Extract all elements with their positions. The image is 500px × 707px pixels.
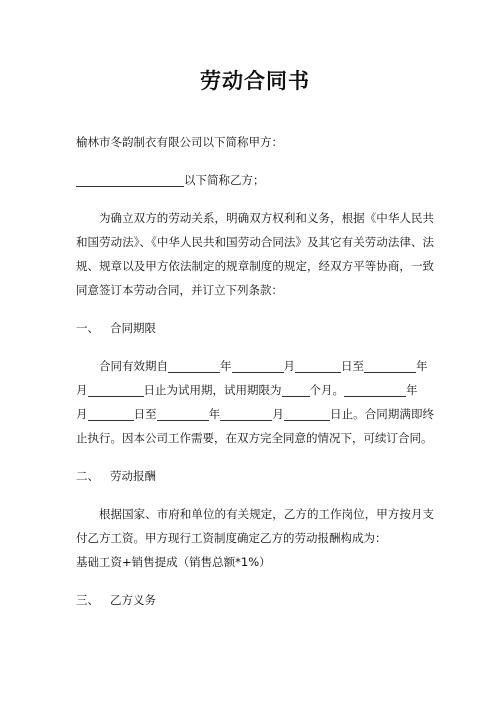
document-title: 劳动合同书 (200, 69, 310, 93)
year-label: 年 (416, 359, 428, 373)
probation-label: 日止为试用期，试用期限为 (143, 383, 282, 397)
section-number: 三、 (76, 593, 99, 607)
term-line-3 (76, 402, 434, 450)
pay-paragraph: 根据国家、市府和单位的有关规定，乙方的工作岗位，甲方按月支付乙方工资。甲方现行工资制度确定乙方的劳动报酬构成为： (76, 507, 434, 545)
party-a-line: 榆林市冬韵制衣有限公司以下简称甲方： (76, 135, 283, 149)
section-number: 一、 (76, 321, 99, 335)
term-line-2 (76, 378, 434, 402)
contract-end-year-blank[interactable] (344, 382, 406, 397)
month-label: 月 (76, 407, 88, 421)
section-number: 二、 (76, 469, 99, 483)
term-end-text: 日止。合同期满即终止执行。因本公司工作需要，在双方完全同意的情况下，可续订合同。 (76, 407, 435, 445)
month-label: 月 (76, 383, 88, 397)
months-label: 个月。 (309, 383, 344, 397)
contract-final-day-blank[interactable] (284, 406, 330, 421)
probation-end-year-blank[interactable] (364, 358, 416, 373)
probation-end-month-blank[interactable] (88, 382, 144, 397)
day-to-label: 日至 (341, 359, 364, 373)
preamble-paragraph: 为确立双方的劳动关系，明确双方权利和义务，根据《中华人民共和国劳动法》、《中华人民共和国劳动合同法》及其它有关劳动法律、法规、规章以及甲方依法制定的规章制度的规定，经双方平等协商，一致同意签订本劳动合同，并订立下列条款： (76, 211, 434, 297)
section-title: 劳动报酬 (110, 469, 156, 483)
start-month-blank[interactable] (232, 358, 284, 373)
section-title: 合同期限 (110, 321, 156, 335)
party-b-suffix: 以下简称乙方； (184, 173, 265, 187)
pay-formula: 基础工资+销售提成（销售总额*1%） (76, 555, 271, 569)
section-heading-pay (76, 464, 434, 488)
section-heading-duties (76, 588, 434, 612)
term-paragraph (76, 354, 434, 450)
start-day-blank[interactable] (295, 358, 341, 373)
year-label: 年 (220, 359, 232, 373)
month-label: 月 (283, 359, 295, 373)
term-start-prefix: 合同有效期自 (99, 359, 168, 373)
section-heading-term (76, 316, 434, 340)
contract-final-month-blank[interactable] (220, 406, 272, 421)
year-label: 年 (208, 407, 221, 421)
start-year-blank[interactable] (168, 358, 220, 373)
party-b-blank[interactable] (76, 172, 184, 187)
month-label: 月 (272, 407, 284, 421)
year-label: 年 (406, 383, 418, 397)
term-line-1 (76, 354, 434, 378)
section-title: 乙方义务 (110, 593, 156, 607)
contract-final-year-blank[interactable] (157, 406, 209, 421)
probation-months-blank[interactable] (282, 382, 310, 397)
day-to-label: 日至 (133, 407, 157, 421)
party-b-line (76, 168, 434, 192)
contract-end-month-blank[interactable] (88, 406, 134, 421)
